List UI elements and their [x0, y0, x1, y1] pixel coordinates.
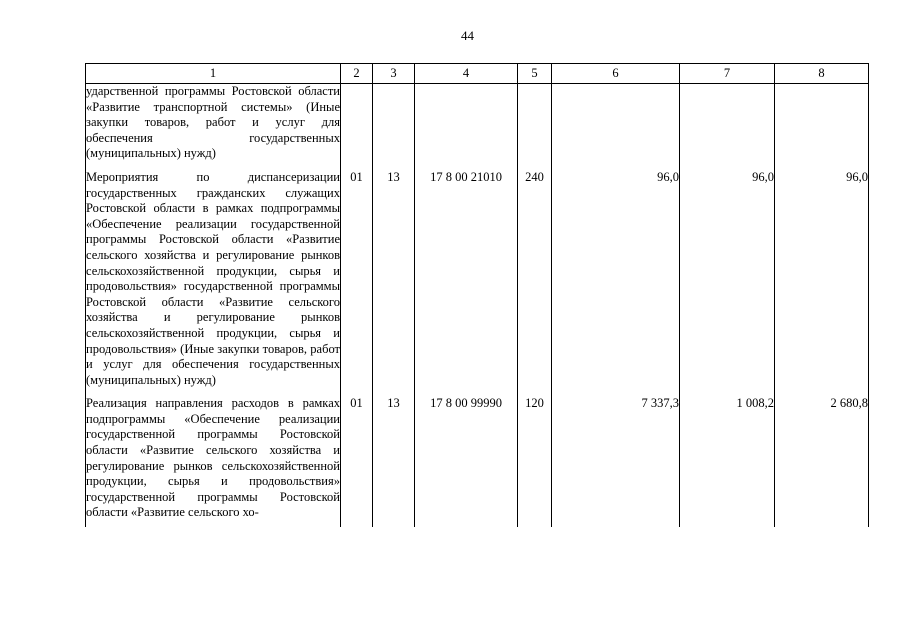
expense-type-cell: 240	[518, 168, 552, 394]
amount-year2-cell: 1 008,2	[680, 394, 775, 527]
table-row	[86, 394, 869, 527]
amount-year3-cell	[775, 84, 869, 168]
amount-year3-cell: 2 680,8	[775, 394, 869, 527]
amount-year2-cell	[680, 84, 775, 168]
amount-year1-cell: 7 337,3	[552, 394, 680, 527]
section-code-cell: 01	[341, 394, 373, 527]
column-header: 4	[415, 64, 518, 84]
table-row	[86, 84, 869, 168]
subsection-code-cell: 13	[373, 168, 415, 394]
column-header: 1	[86, 64, 341, 84]
expense-name-cell: Реализация направления расходов в рамках подпрограммы «Обеспечение реализации государственной программы Ростовской области «Развитие сельского хозяйства и регулирование рынков сельскохозяйственной продукции, сырья и продовольствия» государственной программы Ростовской области «Развитие сельского хо-	[86, 394, 341, 527]
column-header: 7	[680, 64, 775, 84]
budget-table	[85, 63, 869, 527]
section-code-cell: 01	[341, 168, 373, 394]
subsection-code-cell: 13	[373, 394, 415, 527]
amount-year1-cell	[552, 84, 680, 168]
expense-type-cell: 120	[518, 394, 552, 527]
column-header: 8	[775, 64, 869, 84]
column-header: 5	[518, 64, 552, 84]
amount-year1-cell: 96,0	[552, 168, 680, 394]
amount-year2-cell: 96,0	[680, 168, 775, 394]
expense-name-cell: Мероприятия по диспансеризации государственных гражданских служащих Ростовской области в рамках подпрограммы «Обеспечение реализации государственной программы Ростовской области «Развитие сельского хозяйства и регулирование рынков сельскохозяйственной продукции, сырья и продовольствия» государственной программы Ростовской области «Развитие сельского хозяйства и регулирование рынков сельскохозяйственной продукции, сырья и продовольствия» (Иные закупки товаров, работ и услуг для обеспечения государственных (муниципальных) нужд)	[86, 168, 341, 394]
section-code-cell	[341, 84, 373, 168]
target-article-cell	[415, 84, 518, 168]
table-row	[86, 168, 869, 394]
page-number: 44	[461, 28, 474, 43]
column-header: 2	[341, 64, 373, 84]
amount-year3-cell: 96,0	[775, 168, 869, 394]
column-header: 6	[552, 64, 680, 84]
target-article-cell: 17 8 00 21010	[415, 168, 518, 394]
subsection-code-cell	[373, 84, 415, 168]
target-article-cell: 17 8 00 99990	[415, 394, 518, 527]
expense-name-cell: ударственной программы Ростовской области «Развитие транспортной системы» (Иные закупки товаров, работ и услуг для обеспечения государственных (муниципальных) нужд)	[86, 84, 341, 168]
column-header: 3	[373, 64, 415, 84]
expense-type-cell	[518, 84, 552, 168]
header-row	[86, 64, 869, 84]
